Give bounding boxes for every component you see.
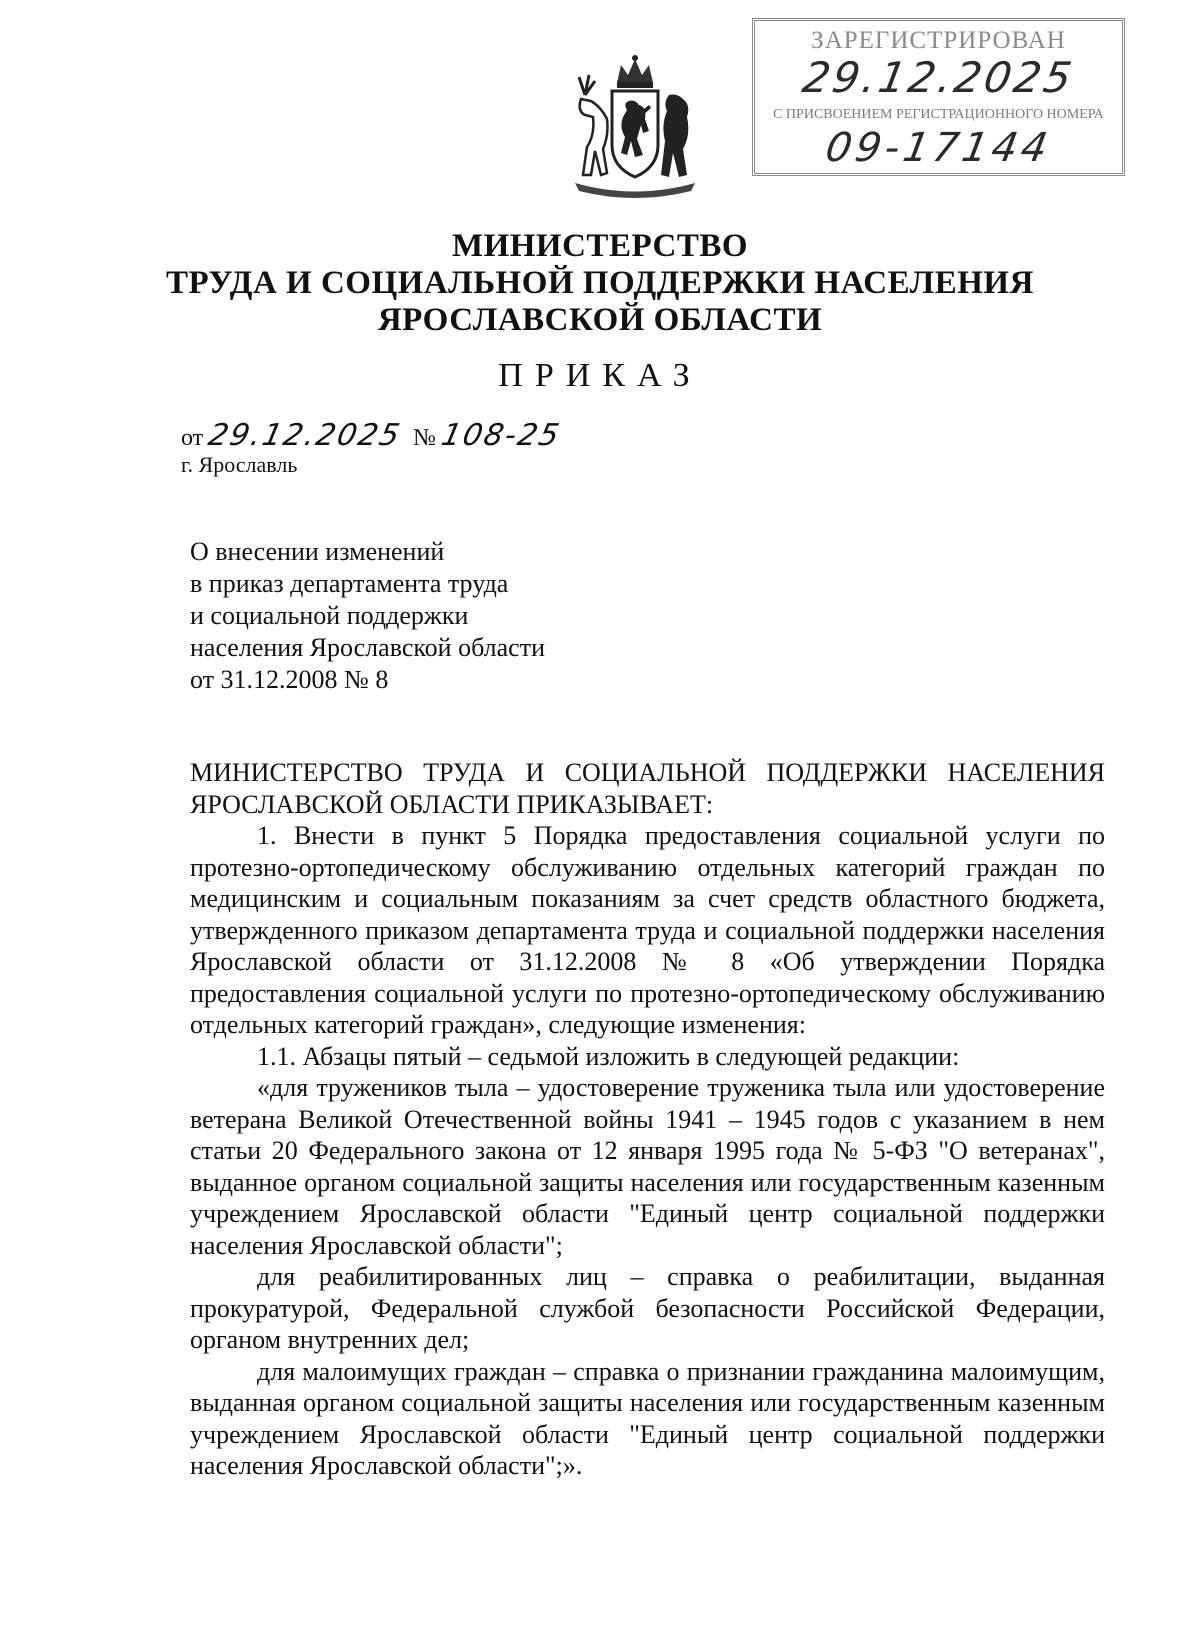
subject-line: населения Ярославской области: [190, 633, 545, 662]
number-sign: №: [412, 425, 436, 451]
subject-line: и социальной поддержки: [190, 601, 469, 630]
stamp-date: 29.12.2025: [798, 53, 1079, 102]
order-date: 29.12.2025: [205, 418, 405, 453]
paragraph-1: 1. Внести в пункт 5 Порядка предоставления социальной услуги по протезно-ортопедическому обслуживанию отдельных категорий граждан по медицинским и социальным показаниям за счет средств областного бюджета, утвержденного приказом департамента труда и социальной поддержки населения Ярославской области от 31.12.2008 № 8 «Об утверждении Порядка предоставления социальной услуги по протезно-ортопедическому обслуживанию отдельных категорий граждан», следующие изменения:: [190, 821, 1105, 1039]
date-prefix: от: [181, 425, 204, 451]
ministry-title-line-2: ТРУДА И СОЦИАЛЬНОЙ ПОДДЕРЖКИ НАСЕЛЕНИЯ: [166, 265, 1034, 301]
subject-line: от 31.12.2008 № 8: [190, 665, 389, 694]
quoted-paragraph-3: для малоимущих граждан – справка о признании гражданина малоимущим, выданная органом социальной защиты населения или государственным казенным учреждением Ярославской области "Единый центр социальной поддержки населения Ярославской области";».: [190, 1356, 1105, 1480]
quoted-paragraph-1: «для тружеников тыла – удостоверение труженика тыла или удостоверение ветерана Великой Отечественной войны 1941 – 1945 годов с указанием в нем статьи 20 Федерального закона от 12 января 1995 года № 5-ФЗ "О ветеранах", выданное органом социальной защиты населения или государственным казенным учреждением Ярославской области "Единый центр социальной поддержки населения Ярославской области";: [190, 1073, 1105, 1260]
subject-line: в приказ департамента труда: [190, 569, 509, 598]
stamp-header: ЗАРЕГИСТРИРОВАН: [811, 27, 1066, 54]
preamble: МИНИСТЕРСТВО ТРУДА И СОЦИАЛЬНОЙ ПОДДЕРЖКИ НАСЕЛЕНИЯ ЯРОСЛАВСКОЙ ОБЛАСТИ ПРИКАЗЫВАЕТ:: [190, 758, 1105, 819]
ministry-title-line-1: МИНИСТЕРСТВО: [451, 228, 749, 264]
stamp-subtitle: С ПРИСВОЕНИЕМ РЕГИСТРАЦИОННОГО НОМЕРА: [773, 107, 1104, 122]
ministry-title-line-3: ЯРОСЛАВСКОЙ ОБЛАСТИ: [377, 302, 823, 338]
order-number: 108-25: [438, 418, 564, 453]
paragraph-1-1: 1.1. Абзацы пятый – седьмой изложить в следующей редакции:: [257, 1041, 960, 1071]
order-subject: [190, 536, 545, 696]
order-body: [190, 757, 1105, 1482]
registration-stamp: [752, 18, 1125, 176]
coat-of-arms-icon: [565, 55, 705, 200]
quoted-paragraph-2: для реабилитированных лиц – справка о реабилитации, выданная прокуратурой, Федеральной службой безопасности Российской Федерации, органом внутренних дел;: [190, 1262, 1105, 1354]
city: г. Ярославль: [181, 452, 298, 477]
subject-line: О внесении изменений: [190, 537, 445, 566]
document-type: ПРИКАЗ: [498, 357, 702, 394]
stamp-number: 09-17144: [822, 125, 1055, 171]
order-date-line: [181, 418, 564, 453]
